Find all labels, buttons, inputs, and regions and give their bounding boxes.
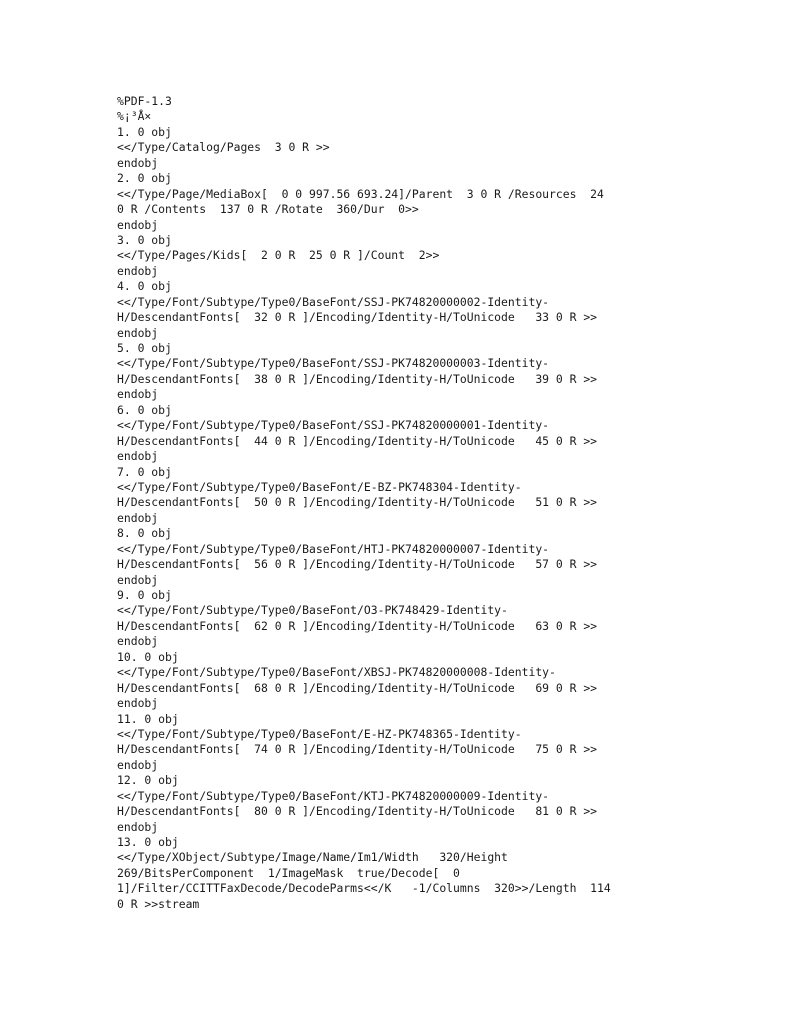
text-line: <</Type/Font/Subtype/Type0/BaseFont/O3-PK748429-Identity- (117, 603, 508, 618)
text-line: %¡³Å× (117, 109, 152, 124)
text-line: 269/BitsPerComponent 1/ImageMask true/Decode[ 0 (117, 865, 460, 880)
text-line: <</Type/Font/Subtype/Type0/BaseFont/E-BZ-PK748304-Identity- (117, 479, 522, 494)
text-line: endobj (117, 572, 159, 587)
text-line: endobj (117, 263, 159, 278)
text-line: H/DescendantFonts[ 32 0 R ]/Encoding/Identity-H/ToUnicode 33 0 R >> (117, 310, 598, 325)
text-line: 11. 0 obj (117, 711, 179, 726)
pdf-source-text (117, 94, 737, 912)
text-line: endobj (117, 449, 159, 464)
text-line: <</Type/Page/MediaBox[ 0 0 997.56 693.24]/Parent 3 0 R /Resources 24 (117, 186, 604, 201)
text-line: endobj (117, 387, 159, 402)
text-line: 0 R >>stream (117, 896, 200, 911)
text-line: endobj (117, 819, 159, 834)
text-line: endobj (117, 634, 159, 649)
text-line: 10. 0 obj (117, 649, 179, 664)
text-line: H/DescendantFonts[ 44 0 R ]/Encoding/Identity-H/ToUnicode 45 0 R >> (117, 433, 598, 448)
text-line: 6. 0 obj (117, 402, 172, 417)
text-line: 9. 0 obj (117, 588, 172, 602)
text-line: endobj (117, 155, 159, 170)
text-line: <</Type/Font/Subtype/Type0/BaseFont/E-HZ-PK748365-Identity- (117, 726, 522, 741)
text-line: <</Type/Font/Subtype/Type0/BaseFont/XBSJ-PK74820000008-Identity- (117, 665, 556, 680)
text-line: endobj (117, 217, 159, 232)
text-line: 4. 0 obj (117, 279, 172, 294)
text-line: <</Type/Font/Subtype/Type0/BaseFont/KTJ-PK74820000009-Identity- (117, 788, 550, 803)
text-line: 2. 0 obj (117, 171, 172, 186)
text-line: H/DescendantFonts[ 62 0 R ]/Encoding/Identity-H/ToUnicode 63 0 R >> (117, 618, 598, 633)
text-line: <</Type/Pages/Kids[ 2 0 R 25 0 R ]/Count 2>> (117, 248, 440, 263)
text-line: 0 R /Contents 137 0 R /Rotate 360/Dur 0>> (117, 202, 419, 217)
text-line: <</Type/XObject/Subtype/Image/Name/Im1/Width 320/Height (117, 850, 508, 865)
text-line: 3. 0 obj (117, 232, 172, 247)
text-line: <</Type/Catalog/Pages 3 0 R >> (117, 140, 330, 155)
text-line: H/DescendantFonts[ 74 0 R ]/Encoding/Identity-H/ToUnicode 75 0 R >> (117, 742, 598, 757)
text-line: %PDF-1.3 (117, 94, 172, 108)
text-line: <</Type/Font/Subtype/Type0/BaseFont/HTJ-PK74820000007-Identity- (117, 541, 550, 556)
text-line: 13. 0 obj (117, 835, 179, 849)
text-line: <</Type/Font/Subtype/Type0/BaseFont/SSJ-PK74820000001-Identity- (117, 418, 550, 433)
text-line: H/DescendantFonts[ 80 0 R ]/Encoding/Identity-H/ToUnicode 81 0 R >> (117, 804, 598, 819)
text-line: <</Type/Font/Subtype/Type0/BaseFont/SSJ-PK74820000002-Identity- (117, 294, 550, 309)
text-line: <</Type/Font/Subtype/Type0/BaseFont/SSJ-PK74820000003-Identity- (117, 356, 550, 371)
text-line: H/DescendantFonts[ 68 0 R ]/Encoding/Identity-H/ToUnicode 69 0 R >> (117, 680, 598, 695)
text-line: endobj (117, 510, 159, 525)
text-line: 7. 0 obj (117, 464, 172, 479)
text-line: H/DescendantFonts[ 50 0 R ]/Encoding/Identity-H/ToUnicode 51 0 R >> (117, 495, 598, 510)
text-line: endobj (117, 696, 159, 711)
text-line: 5. 0 obj (117, 341, 172, 355)
text-line: 1. 0 obj (117, 124, 172, 139)
text-line: 1]/Filter/CCITTFaxDecode/DecodeParms<</K -1/Columns 320>>/Length 114 (117, 881, 611, 896)
text-line: endobj (117, 325, 159, 340)
text-line: 12. 0 obj (117, 773, 179, 788)
text-line: H/DescendantFonts[ 56 0 R ]/Encoding/Identity-H/ToUnicode 57 0 R >> (117, 557, 598, 572)
text-line: H/DescendantFonts[ 38 0 R ]/Encoding/Identity-H/ToUnicode 39 0 R >> (117, 371, 598, 386)
text-line: 8. 0 obj (117, 526, 172, 541)
text-line: endobj (117, 757, 159, 772)
